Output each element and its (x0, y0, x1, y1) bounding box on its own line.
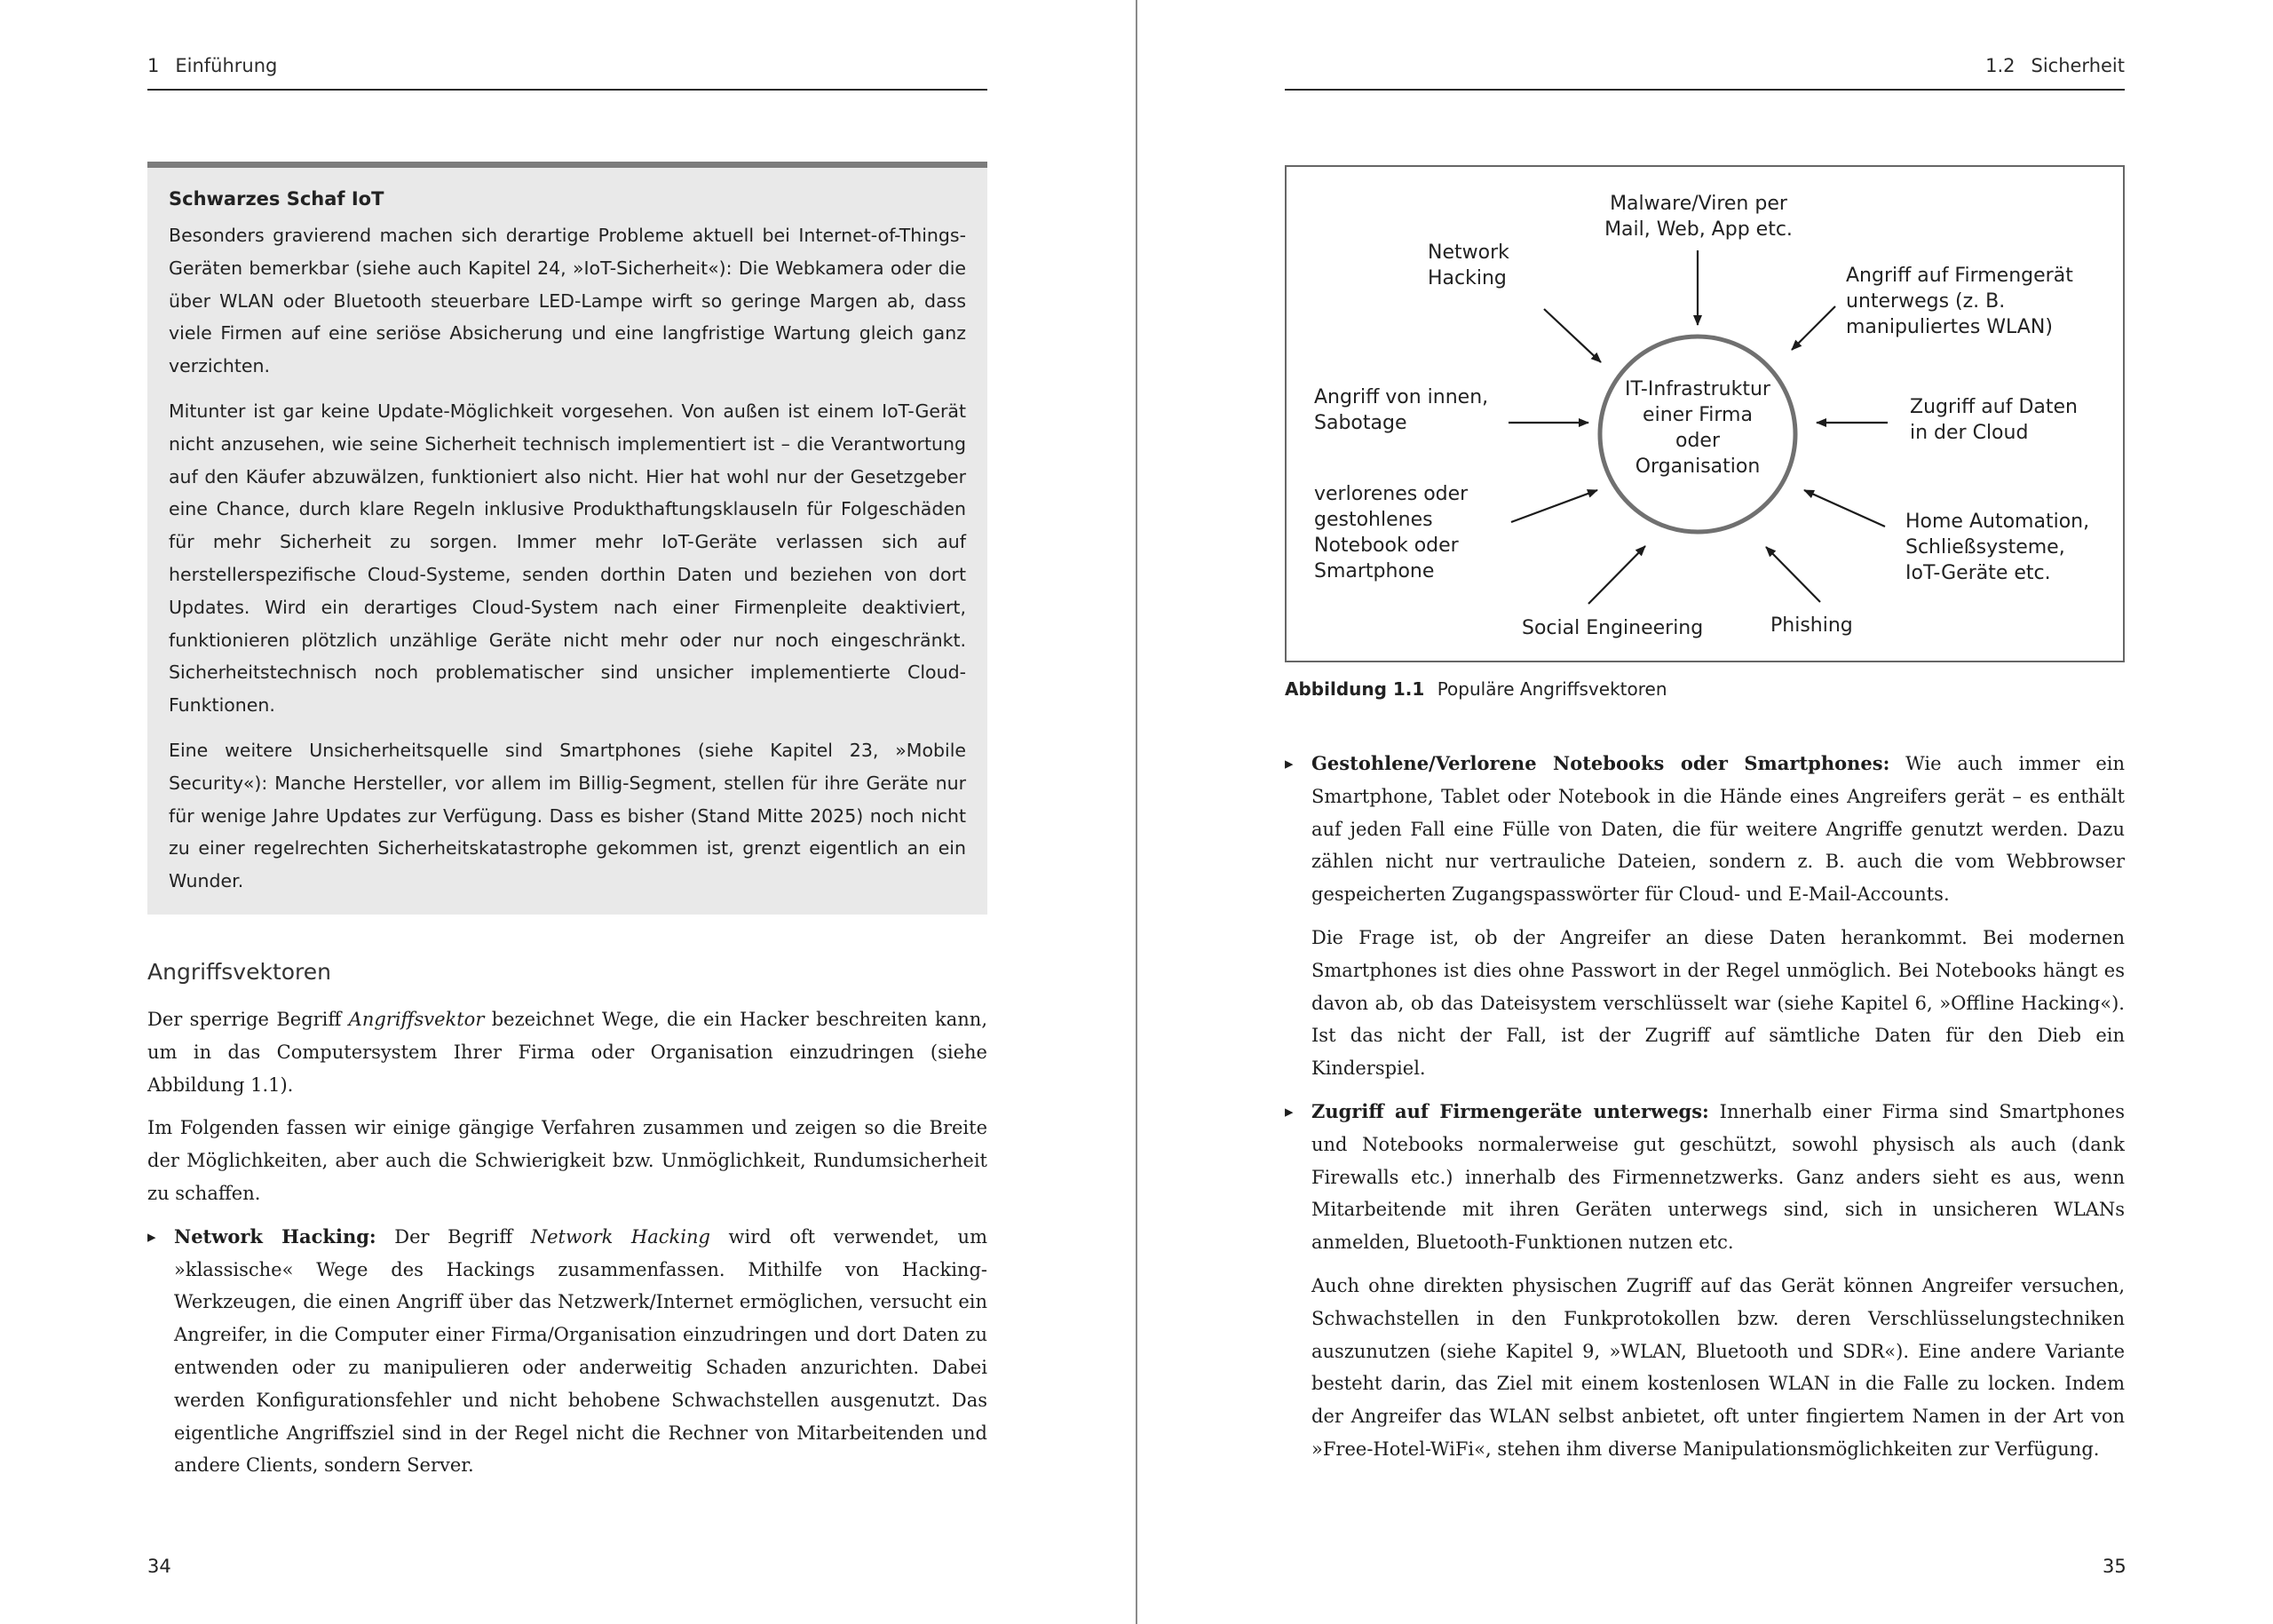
page-number: 35 (2103, 1556, 2126, 1577)
label-line: Social Engineering (1522, 617, 1704, 639)
figure-caption (1285, 678, 1667, 700)
bullet-continuation: Die Frage ist, ob der Angreifer an diese Daten herankommt. Bei modernen Smartphones ist dies ohne Passwort in der Regel unmöglich. Bei Notebooks hängt es davon ab, ob das Dateisystem verschlüsselt war (siehe Kapitel 6, »Offline Hacking«). Ist das nicht der Fall, ist der Zugriff auf sämtliche Daten für den Dieb ein Kinderspiel. (1311, 926, 2125, 1080)
center-line: oder (1675, 430, 1720, 452)
center-line: Organisation (1635, 456, 1761, 478)
bullet-lead: Gestohlene/Verlorene Notebooks oder Smartphones: (1311, 752, 1890, 774)
label-line: manipuliertes WLAN) (1846, 316, 2053, 338)
label-line: Angriff von innen, (1314, 386, 1489, 408)
text: Der sperrige Begriff (147, 1009, 349, 1030)
arrow-phishing (1766, 547, 1820, 602)
text: Innerhalb einer Firma sind Smartphones und Notebooks normalerweise gut geschützt, sowohl physisch als auch (dank Firewalls etc.) innerhalb des Firmennetzwerks. Ganz anders sieht es aus, wenn Mitarbeitende mit ihren Geräten unterwegs sind, sich in unsicheren WLANs anmelden, Bluetooth-Funktionen nutzen etc. (1311, 1100, 2125, 1254)
label-line: Zugriff auf Daten (1910, 396, 2078, 418)
bullet-lead: Network Hacking: (174, 1224, 376, 1248)
arrow-network (1544, 309, 1601, 362)
emphasis: Network Hacking (530, 1225, 710, 1248)
arrow-verloren (1511, 490, 1597, 522)
label-home (1905, 509, 2089, 586)
section-heading: Angriffsvektoren (147, 959, 331, 985)
label-line: Smartphone (1314, 560, 1435, 582)
text: Wie auch immer ein Smartphone, Tablet oder Notebook in die Hände eines Angreifers gerät – es enthält auf jeden Fall eine Fülle von Daten, die für weitere Angriffe genutzt werden. Dazu zählen nicht nur vertrauliche Dateien, sondern z. B. auch die vom Webbrowser gespeicherten Zugangspasswörter für Cloud- und E-Mail-Accounts. (1311, 753, 2126, 906)
label-line: gestohlenes (1314, 509, 1433, 531)
label-cloud (1910, 394, 2078, 446)
bullet-item (1285, 748, 2125, 911)
bullet-lead: Zugriff auf Firmengeräte unterwegs: (1311, 1099, 1709, 1122)
attack-vectors-figure (1285, 165, 2125, 662)
bullet-item (147, 1221, 987, 1482)
emphasis: Angriffsvektor (348, 1009, 485, 1030)
center-line: einer Firma (1643, 404, 1753, 426)
running-head (147, 55, 987, 91)
label-line: Home Automation, (1905, 511, 2090, 533)
center-label (1622, 376, 1773, 479)
label-line: Notebook oder (1314, 535, 1459, 557)
chapter-number: 1 (147, 55, 160, 76)
info-box-paragraph: Eine weitere Unsicherheitsquelle sind Smartphones (siehe Kapitel 23, »Mobile Security«): Manche Hersteller, vor allem im Billig-Segment, stellen für ihre Geräte nur für wenige Jahre Updates zur Verfügung. Dass es bisher (Stand Mitte 2025) noch nicht zu einer regelrechten Sicherheitskatastrophe gekommen ist, grenzt eigentlich an ein Wunder. (169, 739, 966, 892)
arrow-unterwegs (1792, 306, 1835, 350)
label-line: unterwegs (z. B. (1846, 290, 2006, 313)
label-line: Network (1428, 242, 1509, 264)
label-line: Schließsysteme, (1905, 536, 2065, 558)
text: bezeichnet Wege, die ein Hacker beschreiten kann, um in das Computersystem Ihrer Firma oder Organisation einzudringen (siehe Abbildung 1.1). (147, 1009, 987, 1096)
arrow-home (1804, 490, 1885, 527)
paragraph: Im Folgenden fassen wir einige gängige Verfahren zusammen und zeigen so die Breite der Möglichkeiten, aber auch die Schwierigkeit bzw. Unmöglichkeit, Rundumsicherheit zu schaffen. (147, 1117, 987, 1204)
section-title: Sicherheit (2031, 55, 2125, 76)
label-verloren (1314, 481, 1468, 584)
body-text (1285, 748, 2125, 1477)
arrow-social (1588, 546, 1645, 604)
label-phishing (1770, 613, 1853, 638)
left-page (0, 0, 1136, 1624)
text: Der Begriff (376, 1225, 531, 1248)
body-text (147, 1003, 987, 1493)
label-line: Hacking (1428, 267, 1507, 289)
label-line: Phishing (1770, 614, 1853, 637)
right-page (1137, 0, 2273, 1624)
label-innen (1314, 384, 1488, 436)
label-line: verlorenes oder (1314, 483, 1469, 505)
label-network (1428, 240, 1509, 291)
label-line: IoT-Geräte etc. (1905, 562, 2051, 584)
info-box-title: Schwarzes Schaf IoT (169, 188, 384, 210)
label-line: Angriff auf Firmengerät (1846, 265, 2073, 287)
running-head (1285, 55, 2125, 91)
label-line: Sabotage (1314, 412, 1407, 434)
caption-label: Abbildung 1.1 (1285, 678, 1425, 700)
bullet-item (1285, 1096, 2125, 1259)
caption-text: Populäre Angriffsvektoren (1437, 678, 1667, 700)
label-line: Mail, Web, App etc. (1604, 218, 1793, 241)
label-social (1522, 615, 1703, 641)
label-unterwegs (1846, 263, 2073, 340)
chapter-title: Einführung (175, 55, 278, 76)
label-malware (1588, 191, 1810, 242)
section-number: 1.2 (1985, 55, 2016, 76)
label-line: in der Cloud (1910, 422, 2029, 444)
text: wird oft verwendet, um »klassische« Wege des Hackings zusammenfassen. Mithilfe von Hacking-Werkzeugen, die einen Angriff über das Netzwerk/Internet ermöglichen, versucht ein Angreifer, in die Computer einer Firma/Organisation einzudringen und dort Daten zu entwenden oder zu manipulieren oder anderweitig Schaden anzurichten. Dabei werden Konfigurationsfehler und nicht behobene Schwachstellen ausgenutzt. Das eigentliche Angriffsziel sind in der Regel nicht die Rechner von Mitarbeitenden und andere Clients, sondern Server. (174, 1225, 987, 1477)
page-number: 34 (147, 1556, 171, 1577)
info-box-paragraph: Besonders gravierend machen sich derartige Probleme aktuell bei Internet-of-Things-Geräten bemerkbar (siehe auch Kapitel 24, »IoT-Sicherheit«): Die Webkamera oder die über WLAN oder Bluetooth steuerbare LED-Lampe wirft so geringe Margen ab, dass viele Firmen auf eine seriöse Absicherung und eine langfristige Wartung gleich ganz verzichten. (169, 225, 966, 377)
bullet-continuation: Auch ohne direkten physischen Zugriff auf das Gerät können Angreifer versuchen, Schwachstellen in den Funkprotokollen bzw. deren Verschlüsselungstechniken auszunutzen (siehe Kapitel 9, »WLAN, Bluetooth und SDR«). Eine andere Variante besteht darin, das Ziel mit einem kostenlosen WLAN in die Falle zu locken. Indem der Angreifer das WLAN selbst anbietet, oft unter fingiertem Namen in der Art von »Free-Hotel-WiFi«, stehen ihm diverse Manipulationsmöglichkeiten zur Verfügung. (1311, 1274, 2125, 1460)
paragraph (147, 1003, 987, 1101)
label-line: Malware/Viren per (1610, 193, 1787, 215)
info-box (147, 162, 987, 915)
info-box-paragraph: Mitunter ist gar keine Update-Möglichkeit vorgesehen. Von außen ist einem IoT-Gerät nicht anzusehen, wie seine Sicherheit technisch implementiert ist – die Verantwortung auf den Käufer abzuwälzen, funktioniert also nicht. Hier hat wohl nur der Gesetzgeber eine Chance, durch klare Regeln inklusive Produkthaftungsklauseln für Folgeschäden für mehr Sicherheit zu sorgen. Immer mehr IoT-Geräte verlassen sich auf herstellerspezifische Cloud-Systeme, senden dorthin Daten und beziehen von dort Updates. Wird ein derartiges Cloud-System nach einer Firmenpleite deaktiviert, funktionieren plötzlich unzählige Geräte nicht mehr oder nur noch eingeschränkt. Sicherheitstechnisch noch problematischer sind unsicher implementierte Cloud-Funktionen. (169, 400, 966, 717)
center-line: IT-Infrastruktur (1625, 378, 1770, 400)
